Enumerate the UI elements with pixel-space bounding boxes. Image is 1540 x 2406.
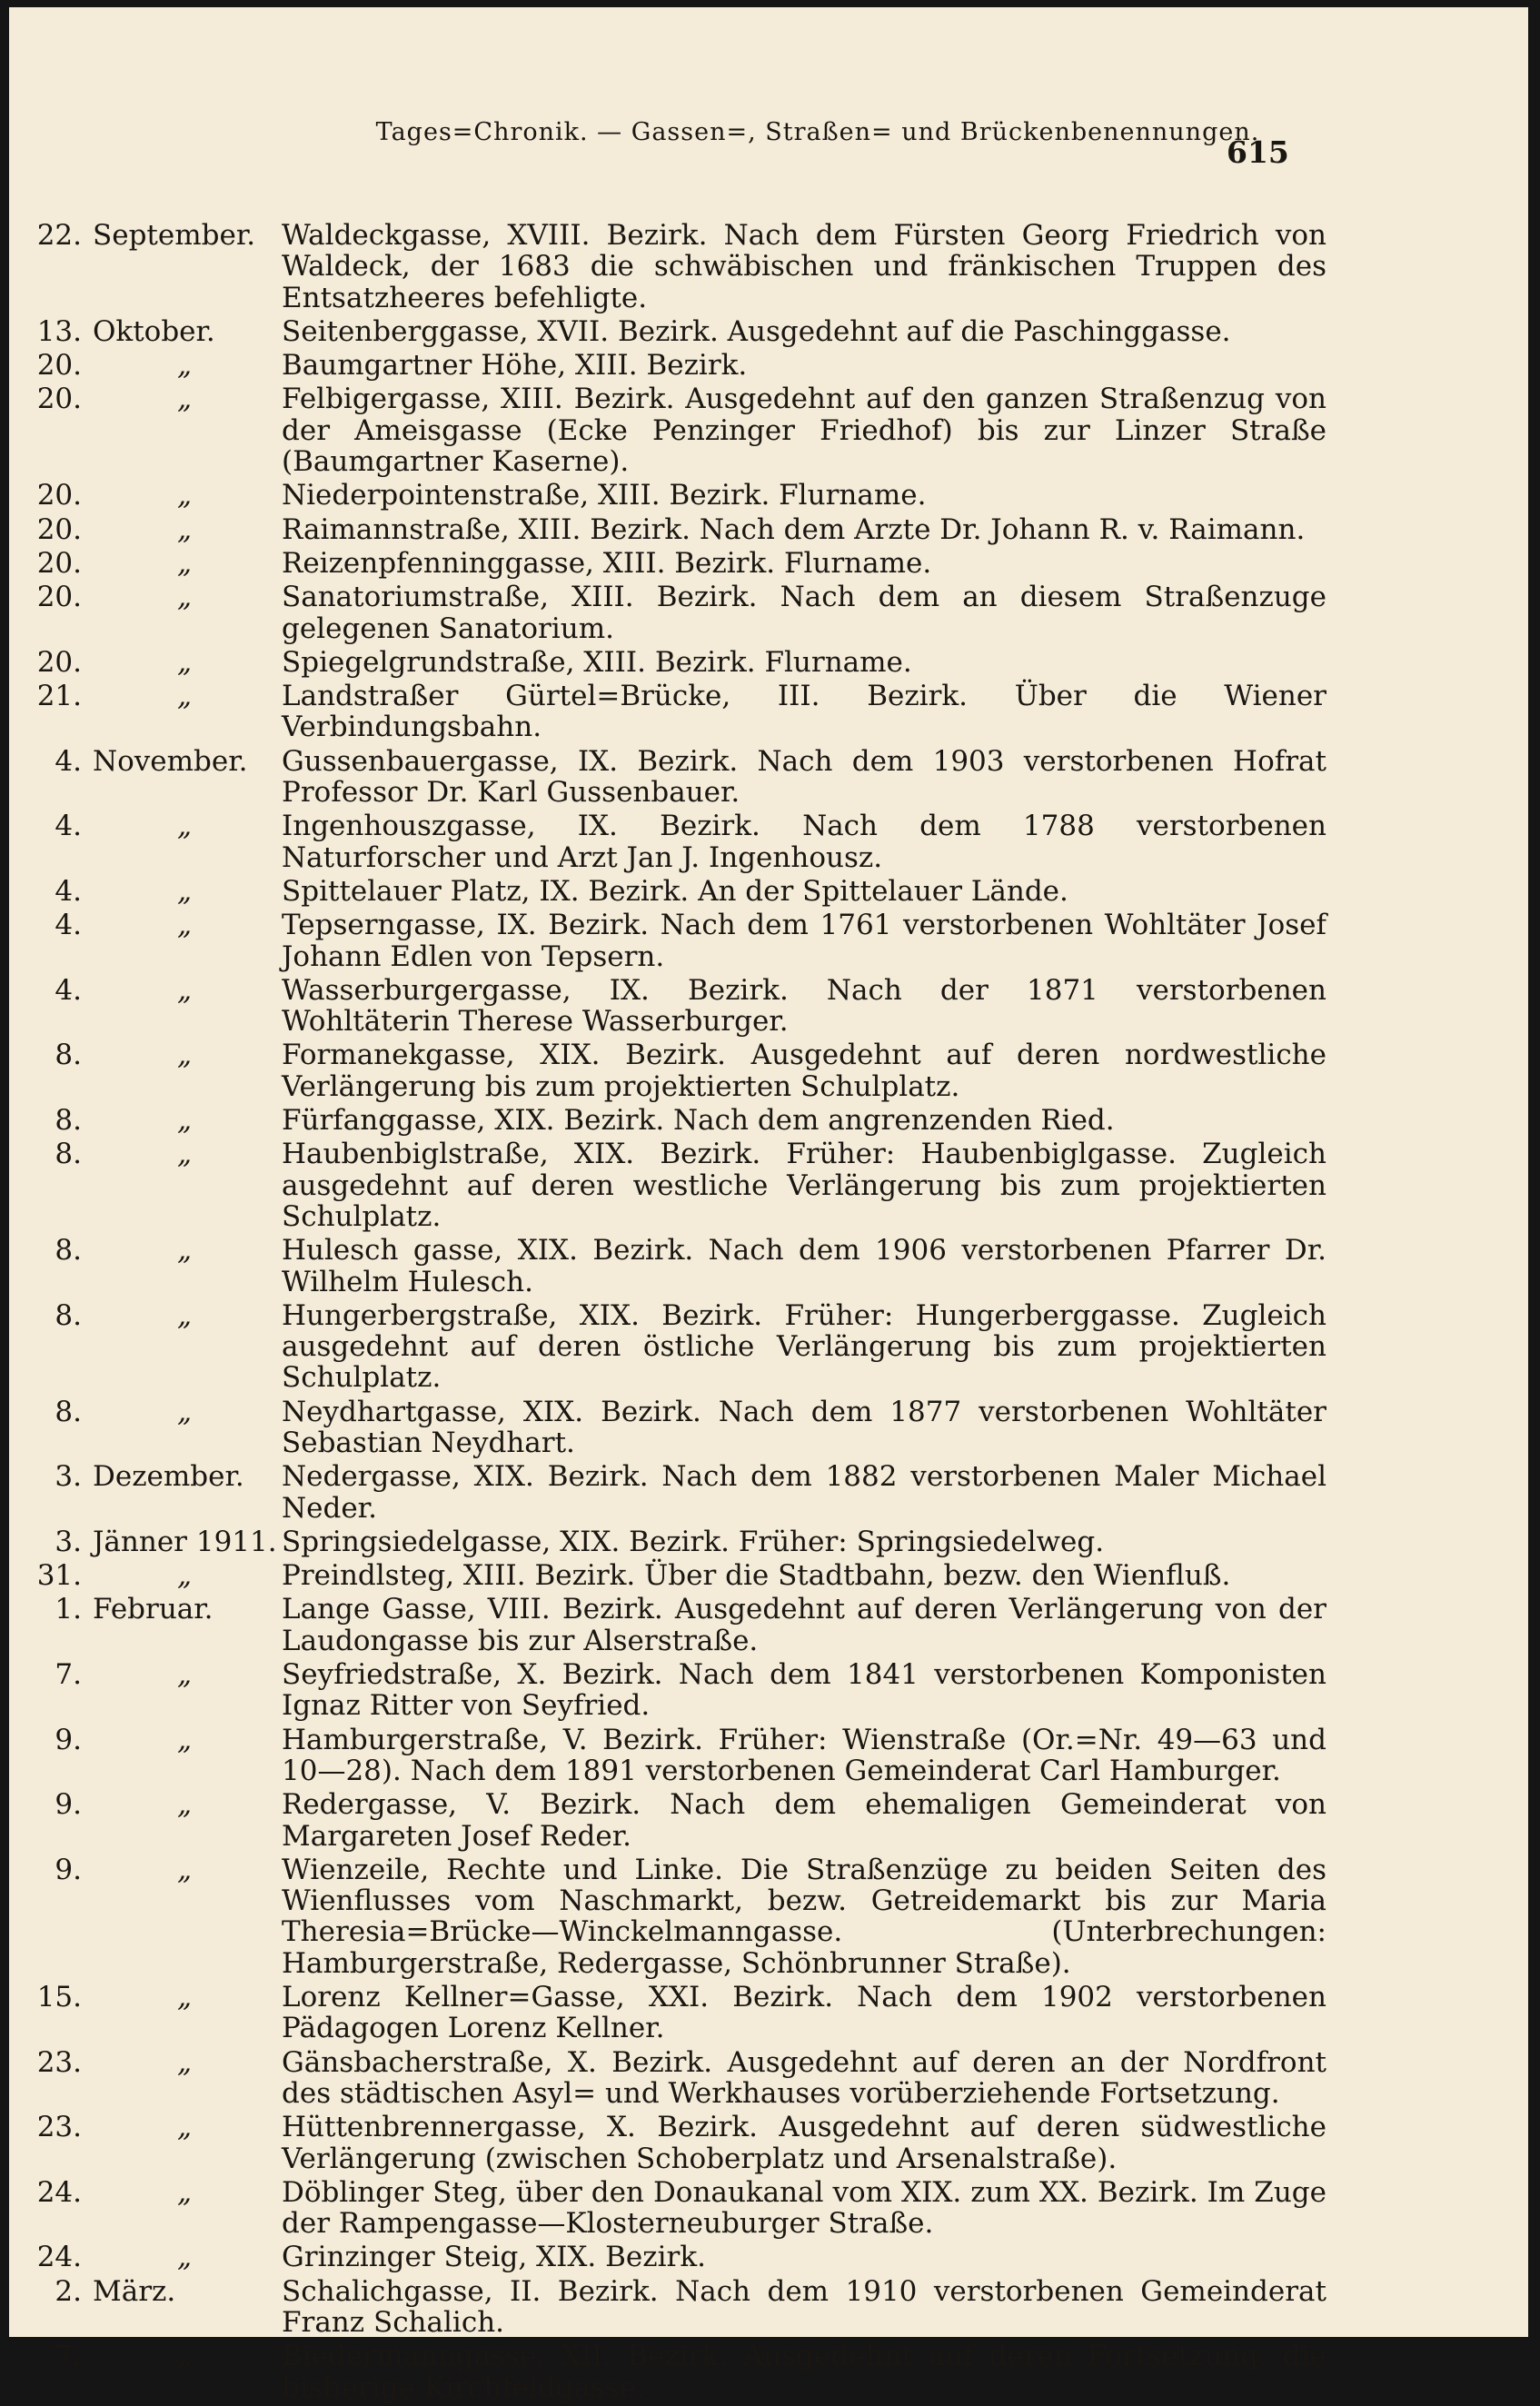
entry-day: 4. [55, 810, 82, 843]
ditto-mark: „ [177, 909, 193, 942]
entry-text: Lorenz Kellner=Gasse, XXI. Bezirk. Nach dem 1902 verstorbenen Pädagogen Lorenz Kellner. [282, 1981, 1326, 2045]
entry-date [36, 1725, 282, 1787]
chronicle-entry [36, 1397, 1326, 1459]
chronicle-entry [36, 876, 1326, 907]
chronicle-entry [36, 582, 1326, 644]
entry-date [36, 910, 282, 972]
chronicle-entry [36, 1300, 1326, 1394]
entry-month: Dezember. [93, 1460, 244, 1494]
entry-text: Seyfriedstraße, X. Bezirk. Nach dem 1841 verstorbenen Komponisten Ignaz Ritter von Seyfried. [282, 1658, 1326, 1723]
entry-day: 9. [55, 1723, 82, 1756]
chronicle-entry [36, 681, 1326, 743]
ditto-mark: „ [177, 1138, 193, 1171]
entry-day: 24. [36, 2175, 82, 2209]
entry-text: Preindlsteg, XIII. Bezirk. Über die Stadtbahn, bezw. den Wienfluß. [282, 1559, 1231, 1593]
entry-day: 20. [36, 349, 82, 383]
chronicle-entry [36, 1854, 1326, 1979]
chronicle-entry [36, 1235, 1326, 1297]
entry-text: Schalichgasse, II. Bezirk. Nach dem 1910 verstorbenen Gemeinderat Franz Schalich. [282, 2274, 1326, 2339]
entry-date [36, 1397, 282, 1459]
chronicle-entry [36, 647, 1326, 678]
entry-date [36, 1526, 282, 1557]
entry-date [36, 1982, 282, 2044]
chronicle-entry [36, 2341, 1326, 2403]
entry-text: Gänsbacherstraße, X. Bezirk. Ausgedehnt auf deren an der Nordfront des städtischen Asyl= und Werkhauses vorüberziehende Fortsetzung. [282, 2045, 1326, 2110]
ditto-mark: „ [177, 1234, 193, 1268]
entry-text: Hungerbergstraße, XIX. Bezirk. Früher: Hungerberggasse. Zugleich ausgedehnt auf deren östliche Verlängerung bis zum projektierten Schulplatz. [282, 1298, 1326, 1395]
ditto-mark: „ [177, 2241, 193, 2274]
ditto-mark: „ [177, 645, 193, 679]
entry-text: Wienzeile, Rechte und Linke. Die Straßenzüge zu beiden Seiten des Wienflusses vom Naschmarkt, bezw. Getreidemarkt bis zur Maria Theresia=Brücke—Winckelmanngasse. (Unterbrechungen: Hamburgerstraße, Redergasse, Schönbrunner Straße). [282, 1853, 1326, 1980]
entry-date [36, 2276, 282, 2339]
entry-date [36, 480, 282, 511]
entry-day: 15. [36, 1981, 82, 2014]
chronicle-entry [36, 1725, 1326, 1787]
ditto-mark: „ [177, 810, 193, 843]
entry-date [36, 975, 282, 1038]
entry-text: Döblinger Steg, über den Donaukanal vom XIX. zum XX. Bezirk. Im Zuge der Rampengasse—Klosterneuburger Straße. [282, 2175, 1326, 2241]
entry-text: Reizenpfenninggasse, XIII. Bezirk. Flurname. [282, 546, 932, 580]
chronicle-entry [36, 1105, 1326, 1136]
entry-date [36, 746, 282, 809]
entry-date [36, 383, 282, 477]
entry-text: Felbigergasse, XIII. Bezirk. Ausgedehnt auf den ganzen Straßenzug von der Ameisgasse (Ecke Penzinger Friedhof) bis zur Linzer Straße (Baumgartner Kaserne). [282, 383, 1326, 479]
entry-text: Hulesch gasse, XIX. Bezirk. Nach dem 1906 verstorbenen Pfarrer Dr. Wilhelm Hulesch. [282, 1234, 1326, 1298]
entry-day: 8. [55, 1234, 82, 1268]
entry-month: März. [93, 2274, 176, 2308]
entry-text: Neydhartgasse, XIX. Bezirk. Nach dem 1877 verstorbenen Wohltäter Sebastian Neydhart. [282, 1395, 1326, 1459]
ditto-mark: „ [177, 680, 193, 713]
entry-day: 8. [55, 1298, 82, 1332]
entry-day: 4. [55, 874, 82, 908]
chronicle-entry [36, 2112, 1326, 2174]
ditto-mark: „ [177, 383, 193, 416]
entry-text: Spittelauer Platz, IX. Bezirk. An der Spittelauer Lände. [282, 874, 1068, 908]
entry-date [36, 2047, 282, 2110]
entry-date [36, 876, 282, 907]
ditto-mark: „ [177, 349, 193, 383]
entry-text: Grinzinger Steig, XIX. Bezirk. [282, 2241, 706, 2274]
entry-day: 21. [36, 680, 82, 713]
entry-date [36, 647, 282, 678]
entry-text: Sanatoriumstraße, XIII. Bezirk. Nach dem an diesem Straßenzuge gelegenen Sanatorium. [282, 581, 1326, 645]
page-number: 615 [1227, 134, 1289, 170]
entry-day: 8. [55, 1104, 82, 1138]
entry-day: 22. [36, 219, 82, 252]
chronicle-entry [36, 1982, 1326, 2044]
ditto-mark: „ [177, 1395, 193, 1428]
entry-day: 7. [55, 1658, 82, 1692]
chronicle-entry [36, 350, 1326, 381]
chronicle-entry [36, 1461, 1326, 1524]
entry-text: Niederpointenstraße, XIII. Bezirk. Flurname. [282, 479, 927, 512]
entry-text: Hüttenbrennergasse, X. Bezirk. Ausgedehnt auf deren südwestliche Verlängerung (zwischen Schoberplatz und Arsenalstraße). [282, 2111, 1326, 2175]
entry-date [36, 1854, 282, 1979]
entry-date [36, 681, 282, 743]
chronicle-entry [36, 383, 1326, 477]
entry-text: Springsiedelgasse, XIX. Bezirk. Früher: Springsiedelweg. [282, 1525, 1105, 1558]
entry-date [36, 810, 282, 873]
entry-day: 3. [55, 1460, 82, 1494]
entry-month: November. [93, 744, 248, 778]
entry-text: Raimannstraße, XIII. Bezirk. Nach dem Arzte Dr. Johann R. v. Raimann. [282, 512, 1306, 546]
entry-day: 7. [55, 2340, 82, 2373]
entry-day: 20. [36, 479, 82, 512]
entry-day: 2. [55, 2274, 82, 2308]
ditto-mark: „ [177, 581, 193, 614]
entry-date [36, 220, 282, 313]
entry-text: Nedergasse, XIX. Bezirk. Nach dem 1882 verstorbenen Maler Michael Neder. [282, 1460, 1326, 1525]
entry-date [36, 1039, 282, 1102]
entry-text: Landstraßer Gürtel=Brücke, III. Bezirk. Über die Wiener Verbindungsbahn. [282, 680, 1326, 744]
ditto-mark: „ [177, 973, 193, 1007]
ditto-mark: „ [177, 1981, 193, 2014]
entry-day: 20. [36, 581, 82, 614]
entry-text: Biedermanngasse, XII. Bezirk. Ausgedehnt auf deren Fortsetzung, die bisherige Kirchfeldgasse. [282, 2340, 1326, 2404]
entry-date [36, 514, 282, 545]
entry-date [36, 1300, 282, 1394]
entry-text: Seitenberggasse, XVII. Bezirk. Ausgedehnt auf die Paschinggasse. [282, 314, 1231, 348]
entry-text: Ingenhouszgasse, IX. Bezirk. Nach dem 1788 verstorbenen Naturforscher und Arzt Jan J. Ingenhousz. [282, 810, 1326, 874]
entry-text: Tepserngasse, IX. Bezirk. Nach dem 1761 verstorbenen Wohltäter Josef Johann Edlen von Tepsern. [282, 909, 1326, 973]
entry-day: 20. [36, 546, 82, 580]
entry-day: 20. [36, 512, 82, 546]
entry-month: Februar. [93, 1593, 214, 1626]
entry-date [36, 316, 282, 347]
entry-day: 4. [55, 973, 82, 1007]
entry-date [36, 1789, 282, 1852]
chronicle-entry [36, 514, 1326, 545]
entry-day: 31. [36, 1559, 82, 1593]
chronicle-entry [36, 1526, 1326, 1557]
chronicle-entry [36, 1560, 1326, 1591]
entry-month: September. [93, 219, 256, 252]
entry-date [36, 1560, 282, 1591]
entry-day: 23. [36, 2111, 82, 2144]
chronicle-entry [36, 2047, 1326, 2110]
entry-text: Lange Gasse, VIII. Bezirk. Ausgedehnt auf deren Verlängerung von der Laudongasse bis zur Alserstraße. [282, 1593, 1326, 1657]
chronicle-entry [36, 548, 1326, 579]
entry-date [36, 1461, 282, 1524]
entry-day: 20. [36, 645, 82, 679]
entry-day: 8. [55, 1138, 82, 1171]
chronicle-entry [36, 480, 1326, 511]
ditto-mark: „ [177, 2340, 193, 2373]
entry-text: Hamburgerstraße, V. Bezirk. Früher: Wienstraße (Or.=Nr. 49—63 und 10—28). Nach dem 1891 verstorbenen Gemeinderat Carl Hamburger. [282, 1723, 1326, 1787]
chronicle-entry [36, 810, 1326, 873]
entry-day: 4. [55, 909, 82, 942]
entry-text: Haubenbiglstraße, XIX. Bezirk. Früher: Haubenbiglgasse. Zugleich ausgedehnt auf deren westliche Verlängerung bis zum projektierten Schulplatz. [282, 1138, 1326, 1233]
ditto-mark: „ [177, 1039, 193, 1072]
chronicle-entry [36, 975, 1326, 1038]
entry-day: 23. [36, 2045, 82, 2079]
entry-text: Formanekgasse, XIX. Bezirk. Ausgedehnt auf deren nordwestliche Verlängerung bis zum projektierten Schulplatz. [282, 1039, 1326, 1103]
entry-date [36, 1235, 282, 1297]
entry-date [36, 1594, 282, 1656]
entry-text: Fürfanggasse, XIX. Bezirk. Nach dem angrenzenden Ried. [282, 1104, 1115, 1138]
ditto-mark: „ [177, 2045, 193, 2079]
entry-date [36, 2177, 282, 2240]
chronicle-entry [36, 2242, 1326, 2272]
ditto-mark: „ [177, 1658, 193, 1692]
chronicle-entry [36, 1594, 1326, 1656]
ditto-mark: „ [177, 2175, 193, 2209]
running-header: Tages=Chronik. — Gassen=, Straßen= und Brückenbenennungen. [375, 118, 1260, 146]
entry-date [36, 2242, 282, 2272]
entry-date [36, 350, 282, 381]
entry-day: 3. [55, 1525, 82, 1558]
entry-text: Baumgartner Höhe, XIII. Bezirk. [282, 349, 748, 383]
entry-day: 8. [55, 1039, 82, 1072]
ditto-mark: „ [177, 874, 193, 908]
entry-date [36, 548, 282, 579]
chronicle-list [36, 220, 1326, 2406]
entry-day: 9. [55, 1853, 82, 1886]
chronicle-entry [36, 316, 1326, 347]
book-page [9, 7, 1528, 2404]
entry-date [36, 1105, 282, 1136]
entry-date [36, 582, 282, 644]
ditto-mark: „ [177, 1788, 193, 1822]
entry-month: Oktober. [93, 314, 215, 348]
entry-day: 1. [55, 1593, 82, 1626]
entry-day: 9. [55, 1788, 82, 1822]
ditto-mark: „ [177, 1559, 193, 1593]
entry-date [36, 2341, 282, 2403]
entry-day: 4. [55, 744, 82, 778]
entry-day: 13. [36, 314, 82, 348]
chronicle-entry [36, 1789, 1326, 1852]
entry-month: Jänner 1911. [93, 1525, 277, 1558]
ditto-mark: „ [177, 1723, 193, 1756]
entry-date [36, 1138, 282, 1232]
chronicle-entry [36, 2177, 1326, 2240]
chronicle-entry [36, 1039, 1326, 1102]
chronicle-entry [36, 1659, 1326, 1722]
chronicle-entry [36, 910, 1326, 972]
entry-day: 20. [36, 383, 82, 416]
entry-text: Redergasse, V. Bezirk. Nach dem ehemaligen Gemeinderat von Margareten Josef Reder. [282, 1788, 1326, 1853]
entry-date [36, 2112, 282, 2174]
chronicle-entry [36, 1138, 1326, 1232]
chronicle-entry [36, 746, 1326, 809]
entry-day: 24. [36, 2241, 82, 2274]
entry-text: Gussenbauergasse, IX. Bezirk. Nach dem 1903 verstorbenen Hofrat Professor Dr. Karl Gussenbauer. [282, 744, 1326, 810]
ditto-mark: „ [177, 2111, 193, 2144]
ditto-mark: „ [177, 1853, 193, 1886]
entry-date [36, 1659, 282, 1722]
ditto-mark: „ [177, 512, 193, 546]
ditto-mark: „ [177, 479, 193, 512]
ditto-mark: „ [177, 546, 193, 580]
entry-text: Wasserburgergasse, IX. Bezirk. Nach der 1871 verstorbenen Wohltäterin Therese Wasserburger. [282, 973, 1326, 1039]
entry-text: Waldeckgasse, XVIII. Bezirk. Nach dem Fürsten Georg Friedrich von Waldeck, der 1683 die schwäbischen und fränkischen Truppen des Entsatzheeres befehligte. [282, 219, 1326, 314]
entry-day: 8. [55, 1395, 82, 1428]
chronicle-entry [36, 2276, 1326, 2339]
ditto-mark: „ [177, 1298, 193, 1332]
entry-text: Spiegelgrundstraße, XIII. Bezirk. Flurname. [282, 645, 912, 679]
chronicle-entry [36, 220, 1326, 313]
ditto-mark: „ [177, 1104, 193, 1138]
